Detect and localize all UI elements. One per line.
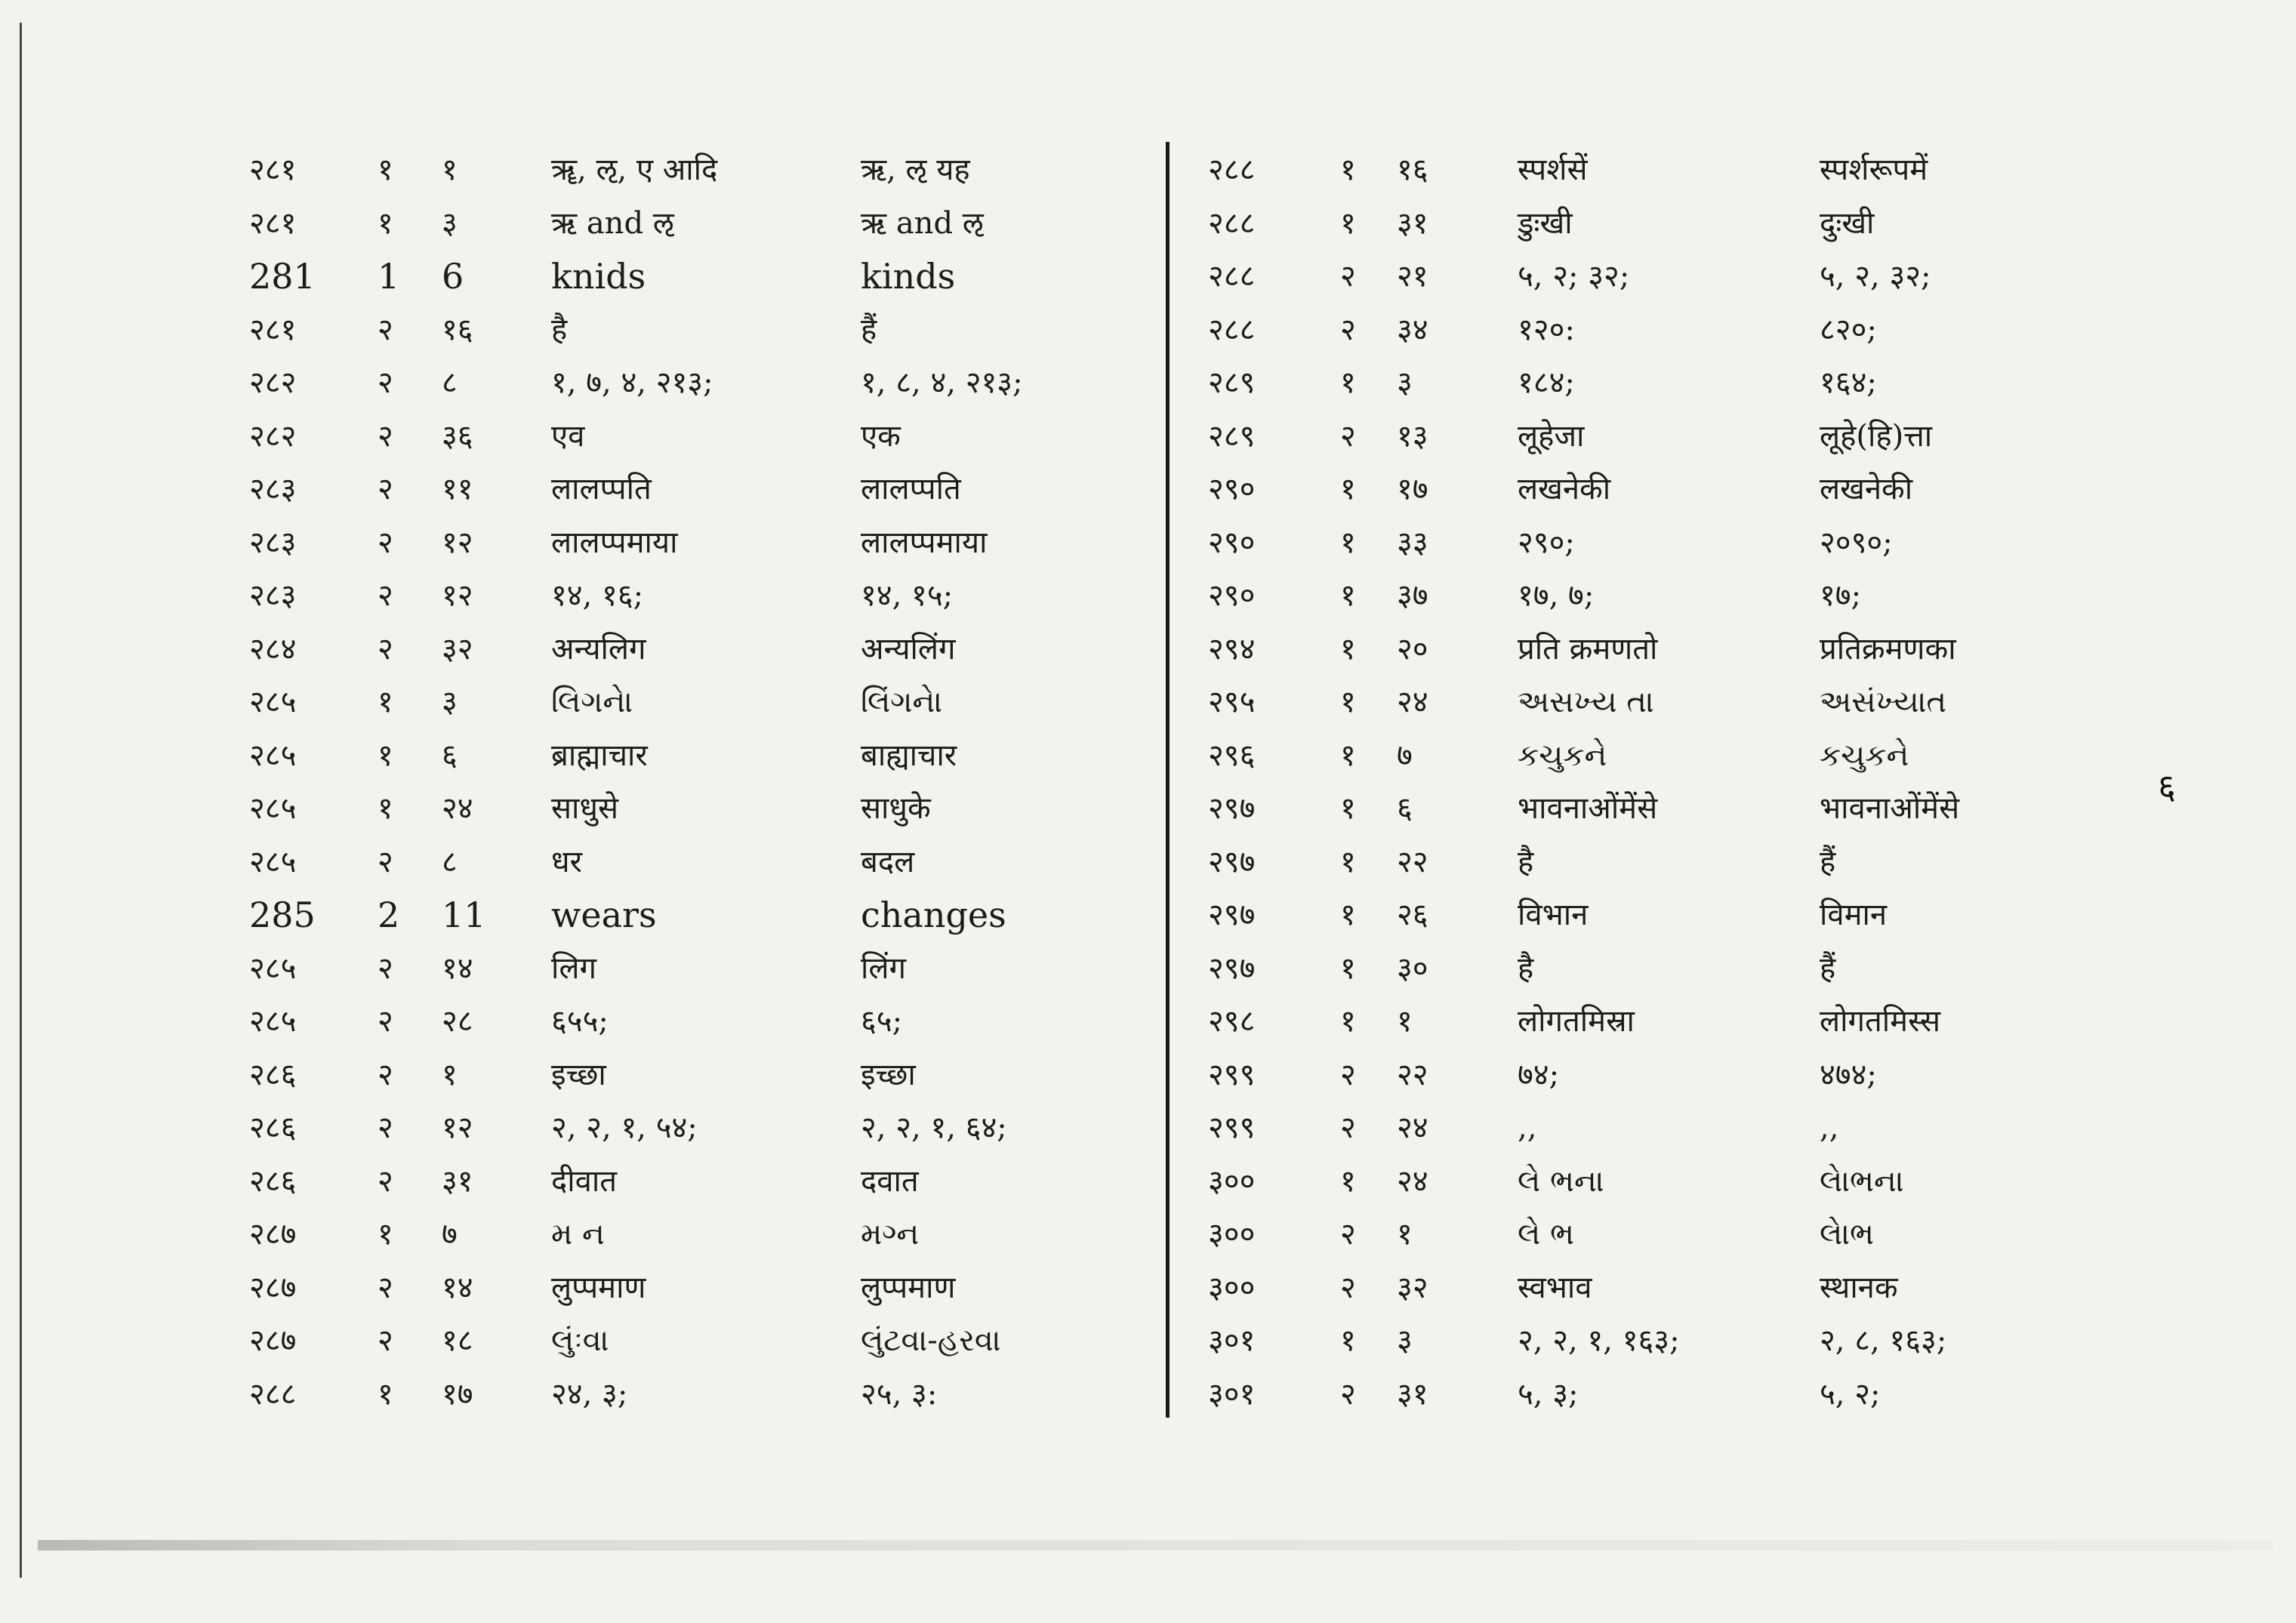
errata-row <box>1208 1261 2084 1315</box>
page-number: 285 <box>249 895 316 935</box>
errata-row <box>1208 569 2084 623</box>
page-number: २८८ <box>1208 259 1256 294</box>
errata-column-left <box>249 143 1140 1421</box>
incorrect-text: १४, १६; <box>551 578 644 613</box>
page-number: २९५ <box>1208 685 1256 719</box>
errata-row <box>1208 1155 2084 1209</box>
page-number: २८१ <box>249 312 297 347</box>
errata-row <box>1208 1208 2084 1261</box>
page-edge-rule <box>20 23 22 1578</box>
incorrect-text: डुःखी <box>1518 205 1573 241</box>
page-number: २९४ <box>1208 631 1256 667</box>
incorrect-text: एव <box>551 418 585 454</box>
page-number: २९८ <box>1208 1004 1256 1039</box>
errata-row <box>1208 1101 2084 1155</box>
errata-row <box>249 1261 1140 1315</box>
errata-row <box>249 410 1140 463</box>
column-number: २ <box>378 1057 393 1092</box>
line-number: ८ <box>442 844 458 879</box>
page-number: २८७ <box>249 1270 297 1305</box>
correct-text: કચુકને <box>1820 738 1909 773</box>
page-number: ३०० <box>1208 1163 1256 1199</box>
line-number: ३२ <box>1397 1270 1428 1305</box>
incorrect-text: १८४; <box>1518 365 1575 400</box>
correct-text: લેાભના <box>1820 1163 1904 1199</box>
column-number: २ <box>378 578 393 613</box>
column-number: १ <box>1340 525 1356 560</box>
page-number: २९० <box>1208 525 1256 560</box>
errata-row <box>249 1155 1140 1209</box>
page-number: २८२ <box>249 365 297 400</box>
incorrect-text: ५, २; ३२; <box>1518 259 1630 294</box>
correct-text: साधुके <box>861 791 931 826</box>
correct-text: लूहे(हि)त्ता <box>1820 418 1933 454</box>
correct-text: स्थानक <box>1820 1270 1898 1305</box>
column-number: १ <box>378 152 393 187</box>
scan-smudge <box>38 1540 2273 1551</box>
errata-row <box>249 942 1140 996</box>
column-number: २ <box>1340 312 1356 347</box>
line-number: १ <box>442 1057 458 1092</box>
incorrect-text: લે ભના <box>1518 1163 1604 1199</box>
correct-text: ४७४; <box>1820 1057 1877 1092</box>
errata-row <box>249 888 1140 942</box>
column-number: २ <box>378 1163 393 1199</box>
column-number: २ <box>378 525 393 560</box>
column-number: २ <box>378 1270 393 1305</box>
line-number: ३३ <box>1397 525 1428 560</box>
column-number: 1 <box>378 256 400 297</box>
line-number: ३४ <box>1397 312 1428 347</box>
column-number: २ <box>378 1110 393 1145</box>
correct-text: १६४; <box>1820 365 1877 400</box>
incorrect-text: ब्राह्माचार <box>551 738 648 773</box>
line-number: १२ <box>442 578 473 613</box>
correct-text: changes <box>861 895 1006 935</box>
correct-text: लालप्पमाया <box>861 525 988 560</box>
page-number: २८८ <box>1208 152 1256 187</box>
column-number: १ <box>1340 578 1356 613</box>
incorrect-text: કચુકને <box>1518 738 1607 773</box>
errata-row <box>1208 516 2084 570</box>
line-number: २० <box>1397 631 1428 667</box>
column-number: २ <box>378 844 393 879</box>
page-number: २९७ <box>1208 898 1256 932</box>
incorrect-text: २४, ३; <box>551 1376 628 1412</box>
incorrect-text: अन्यलिग <box>551 631 646 667</box>
page-number: २९७ <box>1208 950 1256 986</box>
incorrect-text: है <box>1518 950 1534 986</box>
incorrect-text: १२०: <box>1518 312 1575 347</box>
correct-text: લેાભ <box>1820 1217 1875 1252</box>
errata-row <box>249 995 1140 1049</box>
line-number: ३२ <box>442 631 473 667</box>
errata-row <box>249 1049 1140 1102</box>
line-number: १७ <box>442 1376 473 1412</box>
column-number: २ <box>1340 1110 1356 1145</box>
page-number: २९६ <box>1208 738 1256 773</box>
errata-row <box>249 1208 1140 1261</box>
page-number: ३०० <box>1208 1217 1256 1252</box>
incorrect-text: knids <box>551 256 646 297</box>
incorrect-text: લુંઃવા <box>551 1323 609 1358</box>
line-number: ३ <box>442 205 458 241</box>
column-number: २ <box>378 472 393 507</box>
incorrect-text: २९०; <box>1518 525 1575 560</box>
correct-text: ६५; <box>861 1004 903 1039</box>
line-number: २४ <box>442 791 473 826</box>
correct-text: ऋ, ऌ यह <box>861 152 970 187</box>
incorrect-text: लालप्पमाया <box>551 525 678 560</box>
line-number: २८ <box>442 1004 473 1039</box>
incorrect-text: २, २, १, ५४; <box>551 1110 698 1145</box>
correct-text: भावनाओंमेंसे <box>1820 791 1960 826</box>
page-number: २९० <box>1208 472 1256 507</box>
column-number: २ <box>378 950 393 986</box>
correct-text: लोगतमिस्स <box>1820 1004 1941 1039</box>
line-number: ७ <box>1397 738 1413 773</box>
correct-text: १४, १५; <box>861 578 954 613</box>
errata-row <box>249 1368 1140 1421</box>
incorrect-text: भावनाओंमेंसे <box>1518 791 1658 826</box>
incorrect-text: ,, <box>1518 1110 1537 1145</box>
line-number: ३ <box>442 685 458 719</box>
line-number: १ <box>1397 1004 1413 1039</box>
column-number: २ <box>1340 1270 1356 1305</box>
correct-text: ऋ and ऌ <box>861 205 984 241</box>
page-number: २८१ <box>249 152 297 187</box>
errata-row <box>249 197 1140 251</box>
line-number: ३१ <box>1397 1376 1428 1412</box>
column-number: २ <box>378 365 393 400</box>
correct-text: लिंग <box>861 950 906 986</box>
line-number: ३१ <box>442 1163 473 1199</box>
incorrect-text: ५, ३; <box>1518 1376 1579 1412</box>
line-number: ३६ <box>442 418 473 454</box>
column-divider <box>1166 142 1170 1418</box>
page-number: २८३ <box>249 578 297 613</box>
errata-row <box>249 143 1140 197</box>
correct-text: kinds <box>861 256 956 297</box>
line-number: 6 <box>442 256 464 297</box>
line-number: ३१ <box>1397 205 1428 241</box>
incorrect-text: लखनेकी <box>1518 472 1611 507</box>
page-number: २८५ <box>249 844 297 879</box>
column-number: २ <box>1340 1376 1356 1412</box>
incorrect-text: प्रति क्रमणतो <box>1518 631 1658 667</box>
line-number: ३ <box>1397 1323 1413 1358</box>
errata-row <box>1208 250 2084 303</box>
page-number: २९० <box>1208 578 1256 613</box>
correct-text: २०९०; <box>1820 525 1893 560</box>
correct-text: लालप्पति <box>861 472 961 507</box>
errata-row <box>1208 197 2084 251</box>
column-number: १ <box>1340 738 1356 773</box>
line-number: ३७ <box>1397 578 1428 613</box>
correct-text: अन्यलिंग <box>861 631 956 667</box>
errata-row <box>249 1101 1140 1155</box>
line-number: १७ <box>1397 472 1428 507</box>
incorrect-text: स्वभाव <box>1518 1270 1592 1305</box>
page-number: २९९ <box>1208 1057 1256 1092</box>
line-number: १४ <box>442 1270 473 1305</box>
errata-row <box>1208 410 2084 463</box>
correct-text: ,, <box>1820 1110 1839 1145</box>
page-number: २८६ <box>249 1110 297 1145</box>
page-number: २८५ <box>249 791 297 826</box>
correct-text: અસંખ્યાત <box>1820 685 1946 719</box>
column-number: १ <box>1340 365 1356 400</box>
column-number: १ <box>1340 631 1356 667</box>
errata-row <box>249 1314 1140 1368</box>
column-number: १ <box>1340 1323 1356 1358</box>
column-number: १ <box>1340 950 1356 986</box>
errata-row <box>249 623 1140 676</box>
column-number: १ <box>1340 1163 1356 1199</box>
correct-text: २५, ३: <box>861 1376 938 1412</box>
line-number: ६ <box>442 738 458 773</box>
column-number: १ <box>378 1217 393 1252</box>
incorrect-text: મ ન <box>551 1217 605 1252</box>
page-number: २८७ <box>249 1217 297 1252</box>
errata-row <box>1208 1314 2084 1368</box>
incorrect-text: ७४; <box>1518 1057 1560 1092</box>
page-number: २८२ <box>249 418 297 454</box>
correct-text: ५, २, ३२; <box>1820 259 1931 294</box>
incorrect-text: ऋ and ऌ <box>551 205 674 241</box>
page-number: २८१ <box>249 205 297 241</box>
correct-text: हैं <box>1820 844 1836 879</box>
column-number: २ <box>1340 1217 1356 1252</box>
column-number: 2 <box>378 895 400 935</box>
errata-row <box>249 250 1140 303</box>
correct-text: स्पर्शरूपमें <box>1820 152 1928 187</box>
correct-text: १७; <box>1820 578 1862 613</box>
errata-row <box>249 303 1140 357</box>
correct-text: बदल <box>861 844 915 879</box>
errata-row <box>1208 1368 2084 1421</box>
correct-text: २, ८, १६३; <box>1820 1323 1947 1358</box>
page-number: २८८ <box>249 1376 297 1412</box>
page-number: २८५ <box>249 950 297 986</box>
correct-text: ८२०; <box>1820 312 1877 347</box>
correct-text: बाह्याचार <box>861 738 957 773</box>
line-number: २१ <box>1397 259 1428 294</box>
column-number: १ <box>378 791 393 826</box>
errata-row <box>249 356 1140 410</box>
page-number: २८८ <box>1208 312 1256 347</box>
correct-text: ५, २; <box>1820 1376 1881 1412</box>
correct-text: हैं <box>1820 950 1836 986</box>
incorrect-text: લે ભ <box>1518 1217 1574 1252</box>
column-number: १ <box>1340 1004 1356 1039</box>
page-number: २८९ <box>1208 418 1256 454</box>
line-number: २६ <box>1397 898 1428 932</box>
line-number: १६ <box>1397 152 1428 187</box>
errata-row <box>1208 836 2084 889</box>
errata-row <box>1208 729 2084 783</box>
page-number: २८३ <box>249 472 297 507</box>
errata-row <box>1208 782 2084 836</box>
incorrect-text: धर <box>551 844 582 879</box>
correct-text: लखनेकी <box>1820 472 1913 507</box>
column-number: १ <box>1340 205 1356 241</box>
incorrect-text: १७, ७; <box>1518 578 1595 613</box>
errata-row <box>249 676 1140 729</box>
correct-text: लुप्पमाण <box>861 1270 956 1305</box>
correct-text: લિંગનેા <box>861 685 943 719</box>
column-number: २ <box>378 1323 393 1358</box>
correct-text: विमान <box>1820 898 1888 932</box>
line-number: १३ <box>1397 418 1428 454</box>
incorrect-text: ॠ, ऌ, ए आदि <box>551 152 718 187</box>
incorrect-text: २, २, १, १६३; <box>1518 1323 1680 1358</box>
page-number: २८६ <box>249 1163 297 1199</box>
errata-row <box>1208 942 2084 996</box>
page-number: २८६ <box>249 1057 297 1092</box>
errata-row <box>1208 303 2084 357</box>
incorrect-text: wears <box>551 895 657 935</box>
column-number: १ <box>1340 898 1356 932</box>
line-number: १ <box>442 152 458 187</box>
incorrect-text: विभान <box>1518 898 1589 932</box>
page-number: २८३ <box>249 525 297 560</box>
page-number: ३०१ <box>1208 1376 1256 1412</box>
incorrect-text: लोगतमिस्रा <box>1518 1004 1635 1039</box>
page-number: २८५ <box>249 738 297 773</box>
column-number: १ <box>378 685 393 719</box>
incorrect-text: दीवात <box>551 1163 617 1199</box>
line-number: १६ <box>442 312 473 347</box>
page-number: २८५ <box>249 685 297 719</box>
line-number: २४ <box>1397 1110 1428 1145</box>
incorrect-text: साधुसे <box>551 791 619 826</box>
correct-text: दुःखी <box>1820 205 1875 241</box>
errata-row <box>249 729 1140 783</box>
column-number: १ <box>1340 152 1356 187</box>
correct-text: हैं <box>861 312 877 347</box>
page-number: २९९ <box>1208 1110 1256 1145</box>
correct-text: १, ८, ४, २१३; <box>861 365 1023 400</box>
page-number: 281 <box>249 256 316 297</box>
errata-row <box>249 463 1140 516</box>
incorrect-text: લિગનેા <box>551 685 633 719</box>
incorrect-text: लुप्पमाण <box>551 1270 646 1305</box>
correct-text: एक <box>861 418 901 454</box>
page-number: २८७ <box>249 1323 297 1358</box>
page-number: २८४ <box>249 631 297 667</box>
errata-row <box>249 782 1140 836</box>
incorrect-text: १, ७, ४, २१३; <box>551 365 713 400</box>
column-number: १ <box>1340 685 1356 719</box>
incorrect-text: लूहेजा <box>1518 418 1585 454</box>
correct-text: इच्छा <box>861 1057 916 1092</box>
column-number: १ <box>378 738 393 773</box>
line-number: १२ <box>442 1110 473 1145</box>
line-number: 11 <box>442 895 486 935</box>
incorrect-text: लिग <box>551 950 596 986</box>
column-number: १ <box>1340 791 1356 826</box>
page-mark: ६ <box>2158 766 2176 807</box>
errata-row <box>1208 888 2084 942</box>
line-number: २२ <box>1397 1057 1428 1092</box>
errata-row <box>1208 1049 2084 1102</box>
page-number: ३०० <box>1208 1270 1256 1305</box>
incorrect-text: इच्छा <box>551 1057 606 1092</box>
line-number: १ <box>1397 1217 1413 1252</box>
line-number: २२ <box>1397 844 1428 879</box>
correct-text: મગ્ન <box>861 1217 920 1252</box>
page-number: २८८ <box>1208 205 1256 241</box>
column-number: २ <box>378 418 393 454</box>
incorrect-text: ६५५; <box>551 1004 609 1039</box>
errata-row <box>1208 623 2084 676</box>
line-number: २४ <box>1397 685 1428 719</box>
incorrect-text: है <box>1518 844 1534 879</box>
errata-row <box>249 836 1140 889</box>
column-number: २ <box>378 1004 393 1039</box>
errata-row <box>1208 676 2084 729</box>
errata-row <box>1208 995 2084 1049</box>
line-number: ३० <box>1397 950 1428 986</box>
errata-row <box>249 516 1140 570</box>
incorrect-text: है <box>551 312 568 347</box>
column-number: २ <box>378 312 393 347</box>
errata-row <box>1208 356 2084 410</box>
line-number: १८ <box>442 1323 473 1358</box>
column-number: २ <box>378 631 393 667</box>
incorrect-text: लालप्पति <box>551 472 652 507</box>
line-number: ११ <box>442 472 473 507</box>
page-number: २९७ <box>1208 844 1256 879</box>
column-number: १ <box>378 1376 393 1412</box>
page-number: ३०१ <box>1208 1323 1256 1358</box>
line-number: ६ <box>1397 791 1413 826</box>
column-number: १ <box>378 205 393 241</box>
line-number: १२ <box>442 525 473 560</box>
line-number: १४ <box>442 950 473 986</box>
column-number: १ <box>1340 844 1356 879</box>
line-number: ३ <box>1397 365 1413 400</box>
column-number: २ <box>1340 418 1356 454</box>
page-number: २९७ <box>1208 791 1256 826</box>
correct-text: લુંટવા-હરવા <box>861 1323 1001 1358</box>
correct-text: प्रतिक्रमणका <box>1820 631 1956 667</box>
errata-column-right <box>1208 143 2084 1421</box>
column-number: २ <box>1340 259 1356 294</box>
correct-text: दवात <box>861 1163 919 1199</box>
errata-row <box>249 569 1140 623</box>
line-number: ८ <box>442 365 458 400</box>
page-number: २८९ <box>1208 365 1256 400</box>
errata-row <box>1208 463 2084 516</box>
incorrect-text: स्पर्शसें <box>1518 152 1588 187</box>
column-number: १ <box>1340 472 1356 507</box>
line-number: ७ <box>442 1217 458 1252</box>
page-number: २८५ <box>249 1004 297 1039</box>
errata-row <box>1208 143 2084 197</box>
incorrect-text: અસખ્ય તા <box>1518 685 1654 719</box>
line-number: २४ <box>1397 1163 1428 1199</box>
column-number: २ <box>1340 1057 1356 1092</box>
correct-text: २, २, १, ६४; <box>861 1110 1007 1145</box>
